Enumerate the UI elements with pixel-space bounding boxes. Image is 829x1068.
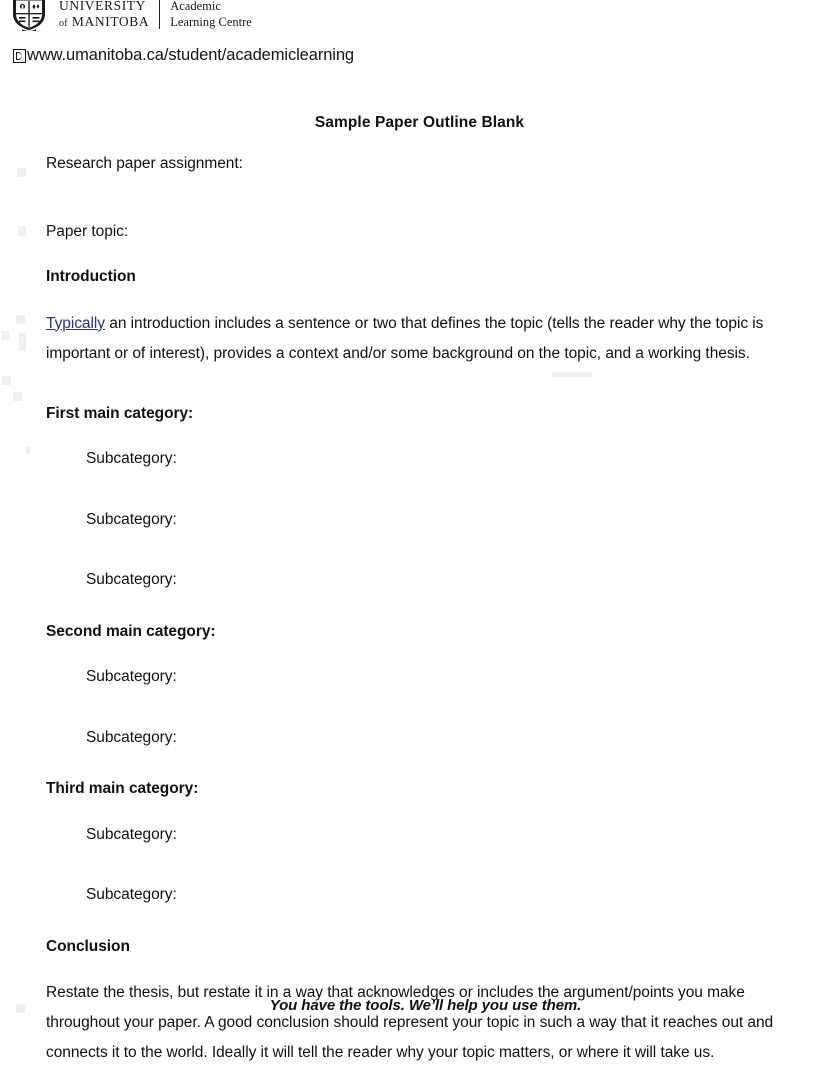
website-url-line[interactable] — [13, 46, 354, 65]
conclusion-heading: Conclusion — [46, 937, 130, 955]
university-line1: UNIVERSITY — [59, 0, 146, 14]
introduction-heading: Introduction — [46, 268, 136, 285]
third-main-category-heading: Third main category: — [46, 780, 199, 797]
university-crest-icon — [8, 0, 50, 32]
scan-artifact — [19, 333, 26, 351]
typically-link[interactable]: Typically — [46, 314, 105, 332]
scan-artifact — [1, 331, 9, 340]
scan-artifact — [16, 315, 25, 324]
centre-line2: Learning Centre — [170, 15, 252, 29]
university-line2: MANITOBA — [71, 14, 150, 29]
scan-artifact — [25, 447, 30, 454]
second-main-category-heading: Second main category: — [46, 622, 216, 640]
introduction-body-text: an introduction includes a sentence or two that defines the topic (tells the reader why the topic is important or of interest), provides a context and/or some background on the topic, and a working thesis. — [46, 314, 764, 362]
scan-artifact — [13, 392, 22, 401]
introduction-paragraph — [46, 309, 809, 369]
website-url-text[interactable]: www.umanitoba.ca/student/academiclearning — [27, 46, 355, 64]
centre-line1: Academic — [170, 0, 221, 13]
second-subcategory-1: Subcategory: — [86, 668, 177, 685]
second-subcategory-2: Subcategory: — [86, 728, 177, 746]
scan-artifact — [2, 376, 11, 385]
centre-name — [170, 0, 252, 30]
paper-topic-label: Paper topic: — [46, 222, 129, 240]
globe-link-icon — [13, 49, 26, 63]
footer-tagline: You have the tools. We’ll help you use them. — [269, 997, 582, 1014]
university-name — [59, 0, 149, 30]
research-assignment-label: Research paper assignment: — [46, 155, 243, 172]
first-subcategory-2: Subcategory: — [86, 510, 177, 528]
wordmark — [59, 0, 252, 30]
university-of: of — [59, 18, 68, 29]
scan-artifact — [17, 168, 26, 177]
scan-artifact — [18, 226, 26, 236]
third-subcategory-2: Subcategory: — [86, 886, 177, 903]
third-subcategory-1: Subcategory: — [86, 825, 177, 843]
conclusion-paragraph: Restate the thesis, but restate it in a way that acknowledges or includes the argument/points you make throughout your paper. A good conclusion should represent your topic in such a way that it reaches out and connects it to the world. Ideally it will tell the reader why your topic matters, or where it will take us. — [46, 984, 774, 1061]
document-header — [8, 0, 252, 32]
first-subcategory-3: Subcategory: — [86, 571, 177, 588]
document-body — [46, 156, 809, 1068]
first-main-category-heading: First main category: — [46, 404, 194, 422]
header-divider — [159, 0, 160, 29]
page-title: Sample Paper Outline Blank — [314, 114, 525, 131]
first-subcategory-1: Subcategory: — [86, 450, 177, 467]
